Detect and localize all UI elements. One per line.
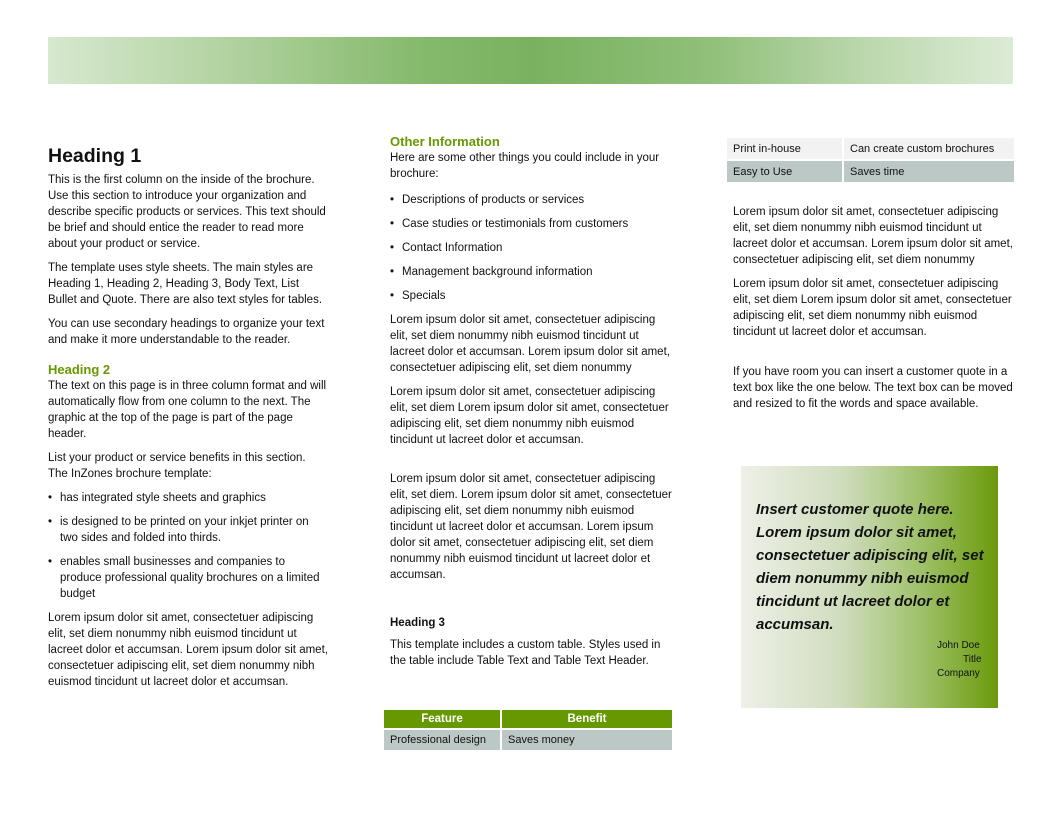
quote-attribution bbox=[937, 639, 984, 681]
benefit-list bbox=[48, 490, 328, 602]
column-2 bbox=[390, 134, 675, 677]
table-row bbox=[384, 730, 672, 750]
table-cell: Saves money bbox=[502, 730, 672, 750]
header-banner-graphic bbox=[48, 37, 1013, 84]
other-info-list bbox=[390, 192, 675, 304]
table-row bbox=[727, 138, 1014, 159]
feature-benefit-table bbox=[382, 708, 674, 752]
table-cell: Print in-house bbox=[727, 138, 842, 159]
list-item: • Specials bbox=[390, 288, 675, 304]
body-text: The text on this page is in three column format and will automatically flow from one column to the next. The graphic at the top of the page is part of the page header. bbox=[48, 380, 327, 440]
heading-2: Heading 2 bbox=[48, 362, 111, 377]
body-text: This template includes a custom table. Styles used in the table include Table Text and Table Text Header. bbox=[390, 639, 661, 667]
heading-1: Heading 1 bbox=[48, 145, 142, 167]
list-item: • Case studies or testimonials from customers bbox=[390, 216, 675, 232]
body-text: If you have room you can insert a customer quote in a text box like the one below. The text box can be moved and resized to fit the words and space available. bbox=[733, 366, 1013, 410]
list-item: • has integrated style sheets and graphics bbox=[48, 490, 328, 506]
body-text: The template uses style sheets. The main styles are Heading 1, Heading 2, Heading 3, Body Text, List Bullet and Quote. There are also text styles for tables. bbox=[48, 262, 323, 306]
list-item: • is designed to be printed on your inkjet printer on two sides and folded into thirds. bbox=[48, 514, 328, 546]
quote-author-name: John Doe bbox=[937, 640, 980, 651]
body-text: List your product or service benefits in this section. The InZones brochure template: bbox=[48, 452, 306, 480]
body-text: Here are some other things you could include in your brochure: bbox=[390, 152, 660, 180]
other-information-heading: Other Information bbox=[390, 134, 500, 149]
table-cell: Easy to Use bbox=[727, 161, 842, 182]
body-text: Lorem ipsum dolor sit amet, consectetuer adipiscing elit, set diem. Lorem ipsum dolor sit amet, consectetuer adipiscing elit, set diem nonummy nibh euismod tincidunt ut lacreet dolor et accumsan. Lorem ipsum dolor sit amet, consectetuer adipiscing elit, set diem nonummy nibh euismod tincidunt ut lacreet dolor et accumsan. bbox=[390, 473, 672, 581]
list-item: • Management background information bbox=[390, 264, 675, 280]
column-3 bbox=[733, 204, 1015, 420]
table-header-benefit: Benefit bbox=[502, 710, 672, 728]
body-text: Lorem ipsum dolor sit amet, consectetuer adipiscing elit, set diem nonummy nibh euismod tincidunt ut lacreet dolor et accumsan. Lorem ipsum dolor sit amet, consectetuer adipiscing elit, set diem nonummy nibh euismod tincidunt ut lacreet dolor et accumsan. bbox=[48, 612, 328, 688]
heading-3: Heading 3 bbox=[390, 617, 445, 629]
table-header-feature: Feature bbox=[384, 710, 500, 728]
body-text: Lorem ipsum dolor sit amet, consectetuer adipiscing elit, set diem Lorem ipsum dolor sit amet, consectetuer adipiscing elit, set diem nonummy nibh euismod tincidunt ut lacreet dolor et accumsan. bbox=[390, 386, 669, 446]
list-item: • Descriptions of products or services bbox=[390, 192, 675, 208]
table-header-row bbox=[384, 710, 672, 728]
table-cell: Saves time bbox=[844, 161, 1014, 182]
list-item: • Contact Information bbox=[390, 240, 675, 256]
table-cell: Can create custom brochures bbox=[844, 138, 1014, 159]
body-text: This is the first column on the inside of the brochure. Use this section to introduce your organization and describe specific products or services. This text should be brief and should entice the reader to read more about your product or service. bbox=[48, 174, 326, 250]
body-text: Lorem ipsum dolor sit amet, consectetuer adipiscing elit, set diem Lorem ipsum dolor sit amet, consectetuer adipiscing elit, set diem nonummy nibh euismod tincidunt ut lacreet dolor et accumsan. bbox=[733, 278, 1012, 338]
body-text: Lorem ipsum dolor sit amet, consectetuer adipiscing elit, set diem nonummy nibh euismod tincidunt ut lacreet dolor et accumsan. Lorem ipsum dolor sit amet, consectetuer adipiscing elit, set diem nonummy bbox=[390, 314, 670, 374]
table-row bbox=[727, 161, 1014, 182]
table-cell: Professional design bbox=[384, 730, 500, 750]
quote-author-company: Company bbox=[937, 668, 980, 679]
quote-author-title: Title bbox=[963, 654, 982, 665]
body-text: Lorem ipsum dolor sit amet, consectetuer adipiscing elit, set diem nonummy nibh euismod tincidunt ut lacreet dolor et accumsan. Lorem ipsum dolor sit amet, consectetuer adipiscing elit, set diem nonummy bbox=[733, 206, 1013, 266]
customer-quote-box bbox=[741, 466, 998, 708]
body-text: You can use secondary headings to organize your text and make it more understandable to the reader. bbox=[48, 318, 325, 346]
column-1 bbox=[48, 145, 328, 698]
list-item: • enables small businesses and companies to produce professional quality brochures on a limited budget bbox=[48, 554, 328, 602]
quote-text: Insert customer quote here. Lorem ipsum dolor sit amet, consectetuer adipiscing elit, set diem nonummy nibh euismod tincidunt ut lacreet dolor et accumsan. bbox=[756, 501, 984, 633]
continued-table bbox=[725, 136, 1016, 184]
